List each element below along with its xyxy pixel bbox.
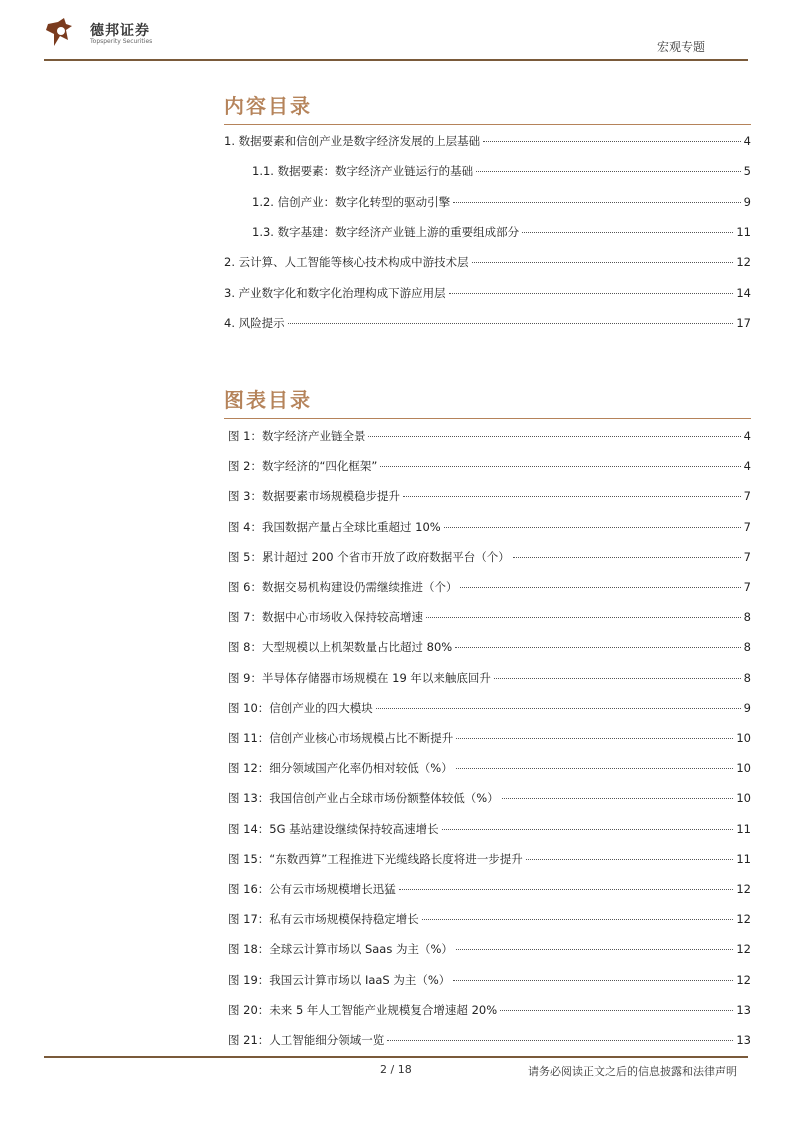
dot-leader [460,587,740,588]
figure-entry-page-number: 12 [736,912,751,927]
toc-entry-label: 1.3. 数字基建：数字经济产业链上游的重要组成部分 [252,224,520,239]
figure-entry-page-number: 12 [736,942,751,957]
toc-entry-page-number: 11 [736,224,751,239]
dot-leader [422,919,734,920]
figure-entry-page-number: 4 [743,429,751,443]
figure-entry-label: 图 10：信创产业的四大模块 [228,700,373,715]
toc-title-divider [224,124,751,125]
figure-entry-label: 图 21：人工智能细分领域一览 [228,1033,385,1047]
dot-leader [472,262,734,263]
figure-entry[interactable] [0,821,793,839]
figures-title-divider [224,418,751,419]
figure-entry-page-number: 10 [736,731,751,745]
toc-entry-label: 4. 风险提示 [224,315,285,330]
figure-entry-label: 图 8：大型规模以上机架数量占比超过 80% [228,640,453,655]
toc-entry[interactable] [0,315,793,333]
dot-leader [483,141,741,142]
figure-entry-page-number: 8 [743,670,751,685]
toc-entry-label: 3. 产业数字化和数字化治理构成下游应用层 [224,285,446,300]
figure-entry[interactable] [0,488,793,506]
dot-leader [387,1040,733,1041]
brand-subtitle: Topsperity Securities [90,38,153,45]
dot-leader [442,829,734,830]
figure-entry-page-number: 10 [736,791,751,806]
figure-entry-page-number: 7 [743,519,751,534]
toc-entry-label: 2. 云计算、人工智能等核心技术构成中游技术层 [224,255,469,270]
figure-entry[interactable] [0,458,793,476]
figure-entry-label: 图 16：公有云市场规模增长迅猛 [228,882,396,896]
figure-entry-page-number: 13 [736,1002,751,1017]
toc-entry-page-number: 9 [743,194,751,209]
header-divider [44,59,748,61]
toc-entry[interactable] [0,133,793,151]
figure-entry-label: 图 5：累计超过 200 个省市开放了政府数据平台（个） [228,549,510,564]
toc-entry-page-number: 4 [743,134,751,148]
figures-title: 图表目录 [224,388,312,412]
legal-disclaimer: 请务必阅读正文之后的信息披露和法律声明 [528,1065,737,1078]
figure-entry[interactable] [0,851,793,869]
toc-entry[interactable] [0,194,793,212]
figure-entry-label: 图 3：数据要素市场规模稳步提升 [228,489,400,504]
dot-leader [288,323,734,324]
figure-entry-label: 图 19：我国云计算市场以 IaaS 为主（%） [228,972,451,987]
figure-entry-page-number: 8 [743,610,751,625]
figure-entry[interactable] [0,730,793,748]
figure-entry-label: 图 13：我国信创产业占全球市场份额整体较低（%） [228,791,499,806]
figure-entry[interactable] [0,670,793,688]
figure-entry[interactable] [0,700,793,718]
dot-leader [456,738,733,739]
figure-entry-page-number: 8 [743,640,751,655]
dot-leader [453,980,733,981]
report-category-tag: 宏观专题 [656,40,705,54]
dot-leader [476,171,741,172]
figure-entry-page-number: 13 [736,1033,751,1047]
toc-entry-label: 1.2. 信创产业：数字化转型的驱动引擎 [252,194,451,209]
figure-entry-page-number: 10 [736,761,751,776]
figure-entry[interactable] [0,579,793,597]
figure-entry[interactable] [0,428,793,446]
figure-entry[interactable] [0,790,793,808]
toc-title: 内容目录 [224,94,312,118]
figure-entry[interactable] [0,609,793,627]
brand-name: 德邦证券 [90,23,150,39]
figure-entry-label: 图 11：信创产业核心市场规模占比不断提升 [228,731,454,745]
figure-entry-label: 图 1：数字经济产业链全景 [228,429,366,443]
dot-leader [403,496,741,497]
dot-leader [380,466,740,467]
dot-leader [444,527,741,528]
figure-entry-page-number: 9 [743,700,751,715]
figure-entry-label: 图 2：数字经济的“四化框架” [228,459,378,474]
figure-entry-label: 图 9：半导体存储器市场规模在 19 年以来触底回升 [228,670,491,685]
dot-leader [456,949,733,950]
figure-entry-label: 图 18：全球云计算市场以 Saas 为主（%） [228,942,453,957]
footer-divider [44,1056,748,1058]
figure-entry[interactable] [0,941,793,959]
figure-entry[interactable] [0,972,793,990]
figure-entry-label: 图 12：细分领域国产化率仍相对较低（%） [228,761,453,776]
figure-entry-label: 图 6：数据交易机构建设仍需继续推进（个） [228,580,458,594]
dot-leader [426,617,741,618]
figure-entry[interactable] [0,760,793,778]
dot-leader [522,232,733,233]
figure-entry-page-number: 7 [743,580,751,594]
toc-entry-label: 1.1. 数据要素：数字经济产业链运行的基础 [252,164,474,179]
figure-entry-page-number: 11 [736,851,751,866]
dot-leader [399,889,734,890]
toc-entry[interactable] [0,224,793,242]
figure-entry-page-number: 12 [736,882,751,896]
dot-leader [449,293,734,294]
toc-entry-page-number: 12 [736,255,751,270]
figure-entry[interactable] [0,881,793,899]
figure-entry-label: 图 7：数据中心市场收入保持较高增速 [228,610,423,625]
figure-entry-page-number: 12 [736,972,751,987]
dot-leader [456,768,734,769]
dot-leader [502,798,734,799]
figure-entry-page-number: 7 [743,549,751,564]
toc-entry-label: 1. 数据要素和信创产业是数字经济发展的上层基础 [224,134,481,148]
dot-leader [455,647,740,648]
dot-leader [500,1010,733,1011]
toc-entry[interactable] [0,163,793,181]
figure-entry[interactable] [0,1002,793,1020]
figure-entry-label: 图 15：“东数西算”工程推进下光缆线路长度将进一步提升 [228,851,523,866]
toc-entry[interactable] [0,285,793,303]
dot-leader [494,678,741,679]
figure-entry-label: 图 17：私有云市场规模保持稳定增长 [228,912,419,927]
figure-entry[interactable] [0,519,793,537]
dot-leader [526,859,734,860]
figure-entry-label: 图 14：5G 基站建设继续保持较高速增长 [228,821,439,836]
figure-entry-label: 图 20：未来 5 年人工智能产业规模复合增速超 20% [228,1002,498,1017]
dot-leader [513,557,741,558]
toc-entry-page-number: 5 [743,164,751,179]
page-number: 2 / 18 [380,1063,412,1076]
figure-entry-page-number: 11 [736,821,751,836]
figure-entry[interactable] [0,549,793,567]
dot-leader [453,202,741,203]
figure-entry[interactable] [0,911,793,929]
figure-entry-label: 图 4：我国数据产量占全球比重超过 10% [228,519,441,534]
figure-entry-page-number: 4 [743,459,751,474]
figure-entry-page-number: 7 [743,489,751,504]
toc-entry[interactable] [0,254,793,272]
toc-entry-page-number: 17 [736,315,751,330]
dot-leader [376,708,741,709]
figure-entry[interactable] [0,639,793,657]
company-logo-icon [44,16,76,50]
figure-entry[interactable] [0,1032,793,1050]
toc-entry-page-number: 14 [736,285,751,300]
dot-leader [368,436,740,437]
